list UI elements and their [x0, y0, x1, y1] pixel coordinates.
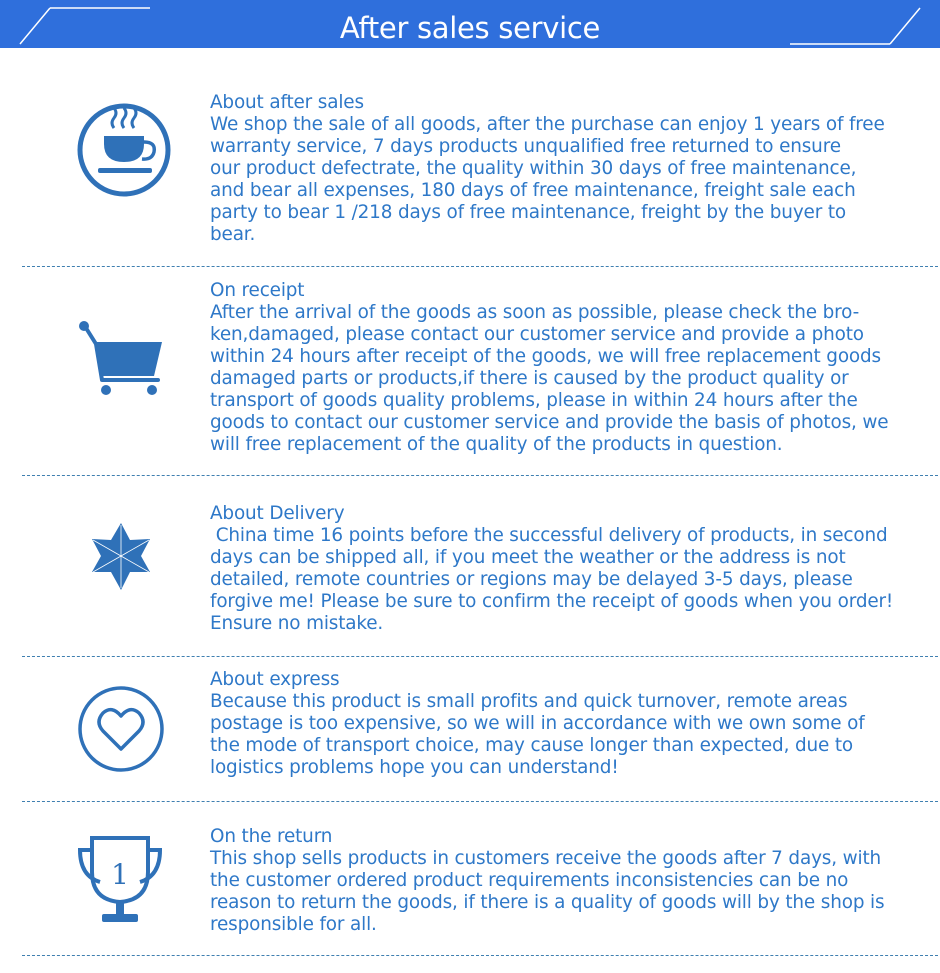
heart-icon — [0, 669, 200, 799]
section-divider — [22, 475, 938, 476]
banner-title: After sales service — [339, 11, 601, 45]
section-heading: About after sales — [210, 92, 364, 113]
section-text — [210, 669, 938, 779]
section-divider — [22, 656, 938, 657]
section-body-line: This shop sells products in customers receive the goods after 7 days, with — [210, 848, 882, 869]
section-heading: About Delivery — [210, 503, 345, 524]
star-icon — [0, 503, 200, 653]
section-body-line: days can be shipped all, if you meet the weather or the address is not — [210, 547, 846, 568]
banner — [0, 0, 940, 56]
section-divider — [22, 801, 938, 802]
section-divider — [22, 955, 938, 956]
section-on-receipt — [0, 280, 940, 470]
section-body-line: the customer ordered product requirements inconsistencies can be no — [210, 870, 849, 891]
section-body-line: transport of goods quality problems, please in within 24 hours after the — [210, 390, 858, 411]
section-body-line: the mode of transport choice, may cause longer than expected, due to — [210, 735, 854, 756]
coffee-cup-icon — [0, 92, 200, 262]
section-after-sales — [0, 92, 940, 262]
section-body-line: and bear all expenses, 180 days of free maintenance, freight sale each — [210, 180, 856, 201]
section-text — [210, 92, 938, 246]
section-body-line: Ensure no mistake. — [210, 613, 384, 634]
section-text — [210, 280, 938, 456]
section-heading: On the return — [210, 826, 333, 847]
section-text — [210, 826, 938, 936]
section-body-line: postage is too expensive, so we will in accordance with we own some of — [210, 713, 865, 734]
shopping-cart-icon — [0, 280, 200, 470]
section-body-line: Because this product is small profits and quick turnover, remote areas — [210, 691, 848, 712]
section-body-line: our product defectrate, the quality within 30 days of free maintenance, — [210, 158, 857, 179]
section-heading: On receipt — [210, 280, 305, 301]
section-body-line: bear. — [210, 224, 256, 245]
section-body-line: forgive me! Please be sure to confirm the receipt of goods when you order! — [210, 591, 894, 612]
section-about-delivery — [0, 503, 940, 653]
section-body-line: goods to contact our customer service and provide the basis of photos, we — [210, 412, 889, 433]
section-body-line: responsible for all. — [210, 914, 377, 935]
section-body-line: ken,damaged, please contact our customer service and provide a photo — [210, 324, 864, 345]
section-on-the-return — [0, 826, 940, 956]
section-body-line: party to bear 1 /218 days of free maintenance, freight by the buyer to — [210, 202, 846, 223]
section-about-express — [0, 669, 940, 799]
section-body-line: China time 16 points before the successful delivery of products, in second — [210, 525, 888, 546]
section-text — [210, 503, 938, 635]
section-body-line: reason to return the goods, if there is a quality of goods will by the shop is — [210, 892, 885, 913]
section-body-line: warranty service, 7 days products unqualified free returned to ensure — [210, 136, 841, 157]
section-body-line: damaged parts or products,if there is caused by the product quality or — [210, 368, 849, 389]
section-body-line: within 24 hours after receipt of the goods, we will free replacement goods — [210, 346, 881, 367]
trophy-icon — [0, 826, 200, 956]
section-body-line: We shop the sale of all goods, after the purchase can enjoy 1 years of free — [210, 114, 885, 135]
section-body-line: detailed, remote countries or regions may be delayed 3-5 days, please — [210, 569, 853, 590]
section-body-line: After the arrival of the goods as soon as possible, please check the bro- — [210, 302, 860, 323]
trophy-number: 1 — [111, 858, 129, 891]
section-body-line: logistics problems hope you can understand! — [210, 757, 619, 778]
section-body-line: will free replacement of the quality of the products in question. — [210, 434, 783, 455]
section-divider — [22, 266, 938, 267]
section-heading: About express — [210, 669, 340, 690]
